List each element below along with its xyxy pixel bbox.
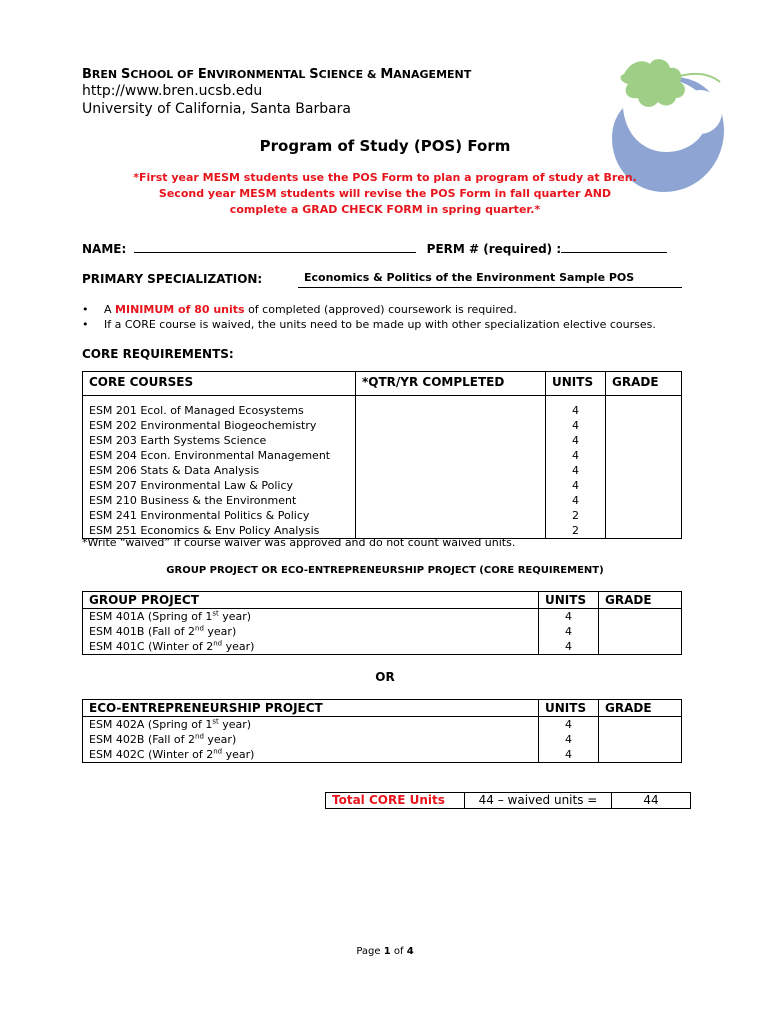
grade-field[interactable] — [606, 396, 682, 539]
units-value: 4 — [565, 718, 572, 731]
notice-text: *First year MESM students use the POS Form to plan a program of study at Bren. Second year MESM students will revise the POS Form in fall quarter AND complete a GRAD CHECK FORM in spring quarter.* — [133, 171, 637, 216]
total-core-units — [325, 792, 691, 809]
core-requirements-heading: CORE REQUIREMENTS: — [82, 347, 234, 361]
group-project-table — [82, 591, 682, 655]
units-value: 4 — [572, 419, 579, 432]
table-row: ESM 401C (Winter of 2nd year) — [89, 639, 255, 653]
school-url[interactable]: http://www.bren.ucsb.edu — [82, 83, 263, 99]
total-value[interactable]: 44 — [612, 793, 691, 809]
name-perm-row — [82, 241, 667, 256]
units-value: 4 — [565, 733, 572, 746]
units-value: 2 — [572, 509, 579, 522]
qtr-completed-field[interactable] — [356, 396, 546, 539]
grade-field[interactable] — [599, 717, 682, 763]
col-grade: GRADE — [606, 372, 682, 396]
group-project-caption: GROUP PROJECT OR ECO-ENTREPRENEURSHIP PROJECT (CORE REQUIREMENT) — [166, 565, 604, 576]
core-courses-table — [82, 371, 682, 539]
units-value: 2 — [572, 524, 579, 537]
col-qtr-completed: *QTR/YR COMPLETED — [356, 372, 546, 396]
perm-label: PERM # (required) : — [426, 242, 562, 256]
units-value: 4 — [572, 449, 579, 462]
page-title: Program of Study (POS) Form — [259, 137, 511, 155]
name-field[interactable] — [134, 241, 416, 253]
university-name: University of California, Santa Barbara — [82, 101, 351, 117]
page-number: Page 1 of 4 — [356, 946, 414, 957]
units-value: 4 — [572, 464, 579, 477]
course-names — [83, 396, 356, 539]
table-row: ESM 204 Econ. Environmental Management — [89, 449, 331, 462]
col-units: UNITS — [539, 700, 599, 717]
or-separator: OR — [375, 670, 395, 684]
name-label: NAME: — [82, 242, 127, 256]
col-core-courses: CORE COURSES — [83, 372, 356, 396]
col-units: UNITS — [539, 592, 599, 609]
col-grade: GRADE — [599, 592, 682, 609]
table-row: ESM 402C (Winter of 2nd year) — [89, 747, 255, 761]
eco-units — [539, 717, 599, 763]
units-value: 4 — [572, 434, 579, 447]
requirements-list — [82, 302, 656, 332]
units-value: 4 — [565, 610, 572, 623]
table-row: ESM 206 Stats & Data Analysis — [89, 464, 260, 477]
table-row: ESM 203 Earth Systems Science — [89, 434, 267, 447]
units-value: 4 — [565, 625, 572, 638]
units-value: 4 — [565, 640, 572, 653]
eco-project-table — [82, 699, 682, 763]
table-row: ESM 201 Ecol. of Managed Ecosystems — [89, 404, 304, 417]
group-course-names — [83, 609, 539, 655]
total-formula: 44 – waived units = — [465, 793, 612, 809]
course-units — [546, 396, 606, 539]
units-value: 4 — [565, 748, 572, 761]
units-value: 4 — [572, 404, 579, 417]
eco-course-names — [83, 717, 539, 763]
table-row: ESM 401A (Spring of 1st year) — [89, 609, 252, 623]
perm-field[interactable] — [561, 241, 667, 253]
grade-field[interactable] — [599, 609, 682, 655]
table-row: ESM 241 Environmental Politics & Policy — [89, 509, 310, 522]
waived-footnote: *Write “waived” if course waiver was approved and do not count waived units. — [82, 536, 516, 549]
col-grade: GRADE — [599, 700, 682, 717]
table-row: ESM 402B (Fall of 2nd year) — [89, 732, 237, 746]
table-row: ESM 402A (Spring of 1st year) — [89, 717, 252, 731]
list-item: • If a CORE course is waived, the units need to be made up with other specialization elective courses. — [82, 317, 656, 332]
table-row: ESM 207 Environmental Law & Policy — [89, 479, 294, 492]
school-name: BREN SCHOOL OF ENVIRONMENTAL SCIENCE & MANAGEMENT — [82, 67, 472, 82]
specialization-label: PRIMARY SPECIALIZATION: — [82, 272, 263, 286]
table-row: ESM 210 Business & the Environment — [89, 494, 297, 507]
table-row: ESM 202 Environmental Biogeochemistry — [89, 419, 317, 432]
specialization-field[interactable]: Economics & Politics of the Environment Sample POS — [298, 271, 682, 288]
table-row: ESM 401B (Fall of 2nd year) — [89, 624, 237, 638]
total-core-label: Total CORE Units — [326, 793, 465, 809]
list-item: • A MINIMUM of 80 units of completed (approved) coursework is required. — [82, 302, 656, 317]
table-row: ESM 251 Economics & Env Policy Analysis — [89, 524, 320, 537]
units-value: 4 — [572, 479, 579, 492]
group-units — [539, 609, 599, 655]
eco-project-heading: ECO-ENTREPRENEURSHIP PROJECT — [83, 700, 539, 717]
units-value: 4 — [572, 494, 579, 507]
group-project-heading: GROUP PROJECT — [83, 592, 539, 609]
col-units: UNITS — [546, 372, 606, 396]
